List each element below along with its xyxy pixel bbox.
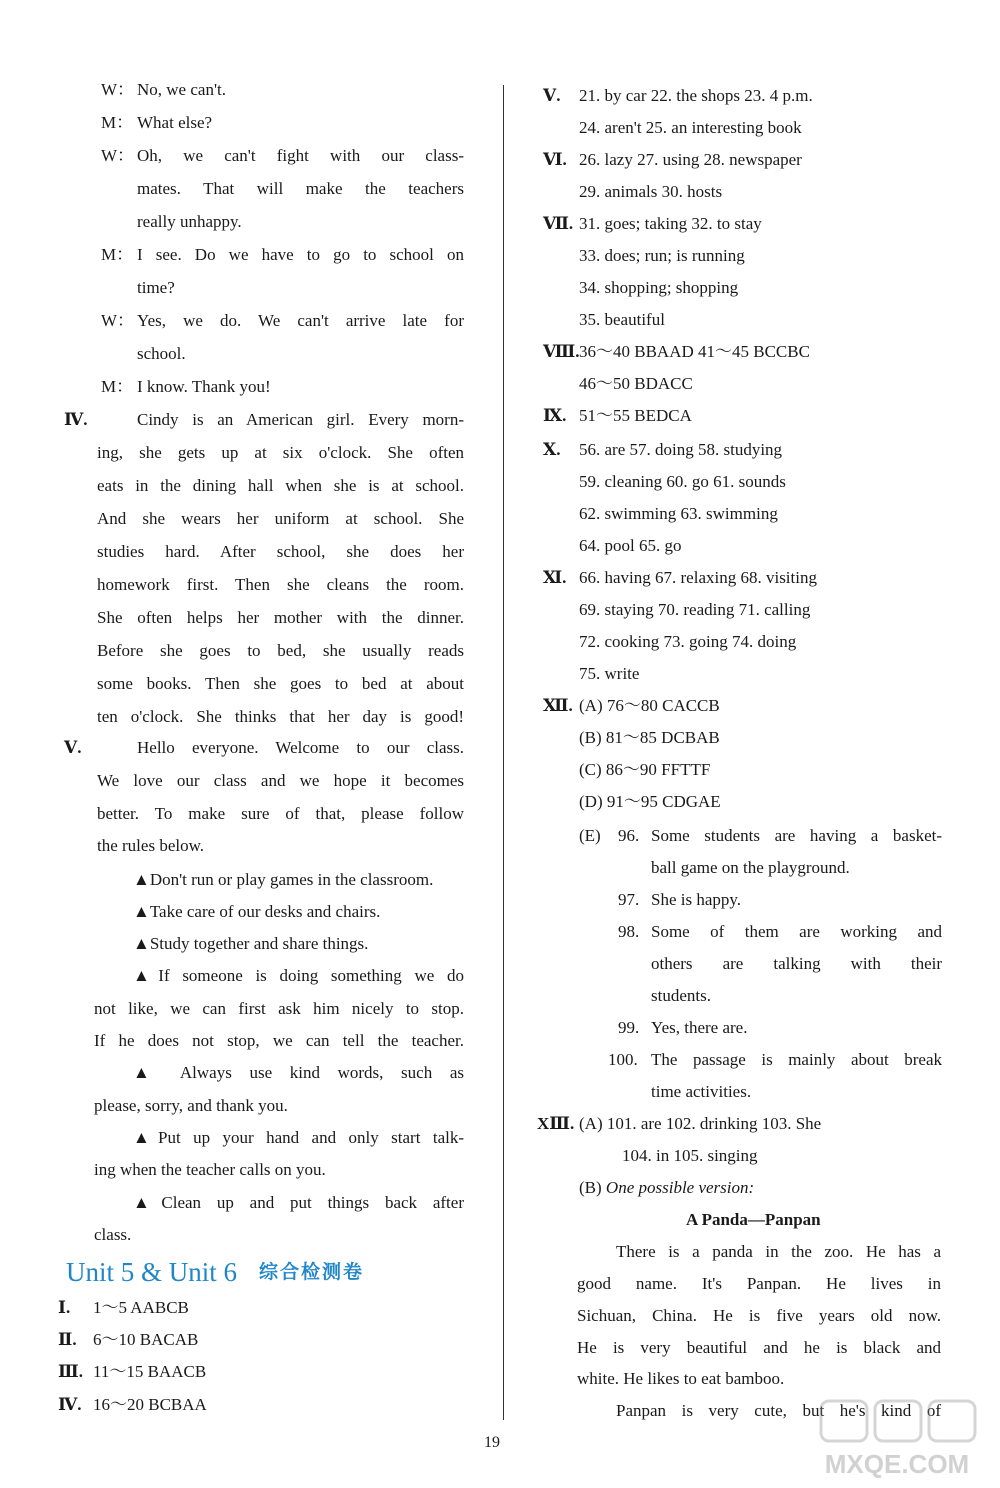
- answer-text: 1～5 AABCB: [93, 1298, 189, 1317]
- answer-text: 33. does; run; is running: [579, 246, 745, 265]
- dialogue-line: I know. Thank you!: [137, 377, 271, 396]
- answer-text: 29. animals 30. hosts: [579, 182, 723, 201]
- passage-line: She often helps her mother with the dinner.: [97, 608, 464, 627]
- essay-title: A Panda—Panpan: [686, 1210, 821, 1229]
- answer-numeral: Ⅳ.: [58, 1395, 82, 1414]
- dialogue-speaker: M：: [101, 113, 134, 132]
- item-text: Yes, there are.: [651, 1018, 748, 1037]
- part-label: (E): [579, 826, 601, 845]
- dialogue-speaker: W：: [101, 80, 135, 99]
- item-text: Some students are having a basket-: [651, 826, 942, 845]
- dialogue-line: I see. Do we have to go to school on: [137, 245, 464, 264]
- answer-text: (A) 76～80 CACCB: [579, 696, 720, 715]
- answer-numeral: Ⅰ.: [58, 1298, 71, 1317]
- answer-text: 59. cleaning 60. go 61. sounds: [579, 472, 786, 491]
- answer-text: 56. are 57. doing 58. studying: [579, 440, 783, 459]
- dialogue-speaker: W：: [101, 311, 135, 330]
- answer-text: 46～50 BDACC: [579, 374, 693, 393]
- rule-line: ▲Put up your hand and only start talk-: [133, 1128, 464, 1147]
- item-number: 96.: [618, 826, 640, 845]
- rule-line: class.: [94, 1225, 132, 1244]
- answer-text: 64. pool 65. go: [579, 536, 682, 555]
- answer-text: 21. by car 22. the shops 23. 4 p.m.: [579, 86, 813, 105]
- answer-text: (D) 91～95 CDGAE: [579, 792, 721, 811]
- dialogue-line: time?: [137, 278, 175, 297]
- answer-numeral: Ⅸ.: [543, 406, 567, 425]
- essay-line: He is very beautiful and he is black and: [577, 1338, 941, 1357]
- rule-line: ▲Don't run or play games in the classroom.: [133, 870, 434, 889]
- section-numeral: Ⅳ.: [64, 410, 88, 429]
- item-text: She is happy.: [651, 890, 742, 909]
- answer-numeral: Ⅻ.: [543, 696, 573, 715]
- answer-numeral: Ⅷ.: [543, 342, 580, 361]
- rule-line: not like, we can first ask him nicely to stop.: [94, 999, 464, 1018]
- unit-heading: [66, 1256, 364, 1288]
- rule-line: ▲If someone is doing something we do: [133, 966, 464, 985]
- answer-text: 62. swimming 63. swimming: [579, 504, 778, 523]
- rule-line: ing when the teacher calls on you.: [94, 1160, 326, 1179]
- section-numeral: Ⅴ.: [64, 738, 82, 757]
- item-text: students.: [651, 986, 711, 1005]
- passage-line: Cindy is an American girl. Every morn-: [137, 410, 464, 429]
- dialogue-speaker: W：: [101, 146, 135, 165]
- passage-line: Hello everyone. Welcome to our class.: [137, 738, 464, 757]
- answer-numeral: Ⅵ.: [543, 150, 567, 169]
- dialogue-line: really unhappy.: [137, 212, 242, 231]
- passage-line: some books. Then she goes to bed at about: [97, 674, 464, 693]
- unit-subtitle: 综合检测卷: [259, 1261, 365, 1283]
- passage-line: And she wears her uniform at school. She: [97, 509, 464, 528]
- rule-line: please, sorry, and thank you.: [94, 1096, 288, 1115]
- part-label: [579, 1178, 754, 1198]
- essay-line: white. He likes to eat bamboo.: [577, 1369, 785, 1388]
- answer-text: 26. lazy 27. using 28. newspaper: [579, 150, 802, 169]
- answer-numeral: Ⅱ.: [58, 1330, 77, 1349]
- passage-line: We love our class and we hope it becomes: [97, 771, 464, 790]
- item-text: ball game on the playground.: [651, 858, 850, 877]
- dialogue-speaker: M：: [101, 377, 134, 396]
- item-text: Some of them are working and: [651, 922, 942, 941]
- answer-text: (C) 86～90 FFTTF: [579, 760, 711, 779]
- item-text: others are talking with their: [651, 954, 942, 973]
- page-number: 19: [484, 1434, 500, 1451]
- answer-numeral: XⅢ.: [537, 1114, 575, 1133]
- answer-numeral: Ⅹ.: [543, 440, 561, 459]
- essay-line: Sichuan, China. He is five years old now.: [577, 1306, 941, 1325]
- dialogue-line: No, we can't.: [137, 80, 226, 99]
- unit-title: Unit 5 & Unit 6: [66, 1257, 238, 1287]
- answer-text: 51～55 BEDCA: [579, 406, 692, 425]
- item-number: 100.: [608, 1050, 638, 1069]
- rule-line: ▲Take care of our desks and chairs.: [133, 902, 381, 921]
- passage-line: better. To make sure of that, please follow: [97, 804, 464, 823]
- rule-line: ▲Study together and share things.: [133, 934, 369, 953]
- passage-line: Before she goes to bed, she usually reads: [97, 641, 464, 660]
- dialogue-line: school.: [137, 344, 186, 363]
- column-divider: [503, 85, 504, 1420]
- item-number: 97.: [618, 890, 640, 909]
- item-number: 98.: [618, 922, 640, 941]
- essay-line: There is a panda in the zoo. He has a: [616, 1242, 941, 1261]
- part-label-b: (B): [579, 1178, 602, 1197]
- answer-text: 31. goes; taking 32. to stay: [579, 214, 762, 233]
- answer-text: 69. staying 70. reading 71. calling: [579, 600, 811, 619]
- item-text: The passage is mainly about break: [651, 1050, 942, 1069]
- watermark-text: MXQE.COM: [824, 1449, 970, 1479]
- answer-numeral: Ⅺ.: [543, 568, 567, 587]
- dialogue-line: mates. That will make the teachers: [137, 179, 464, 198]
- answer-text: 24. aren't 25. an interesting book: [579, 118, 802, 137]
- answer-text: (A) 101. are 102. drinking 103. She: [579, 1114, 822, 1133]
- passage-line: ing, she gets up at six o'clock. She often: [97, 443, 464, 462]
- answer-numeral: Ⅶ.: [543, 214, 574, 233]
- essay-line: Panpan is very cute, but he's kind of: [616, 1401, 941, 1420]
- passage-line: eats in the dining hall when she is at school.: [97, 476, 464, 495]
- passage-line: homework first. Then she cleans the room.: [97, 575, 464, 594]
- answer-text: 66. having 67. relaxing 68. visiting: [579, 568, 817, 587]
- answer-text: 72. cooking 73. going 74. doing: [579, 632, 797, 651]
- answer-numeral: Ⅴ.: [543, 86, 561, 105]
- essay-line: good name. It's Panpan. He lives in: [577, 1274, 941, 1293]
- answer-text: 35. beautiful: [579, 310, 665, 329]
- answer-text: 6～10 BACAB: [93, 1330, 199, 1349]
- dialogue-speaker: M：: [101, 245, 134, 264]
- item-number: 99.: [618, 1018, 640, 1037]
- answer-text: 34. shopping; shopping: [579, 278, 739, 297]
- passage-line: studies hard. After school, she does her: [97, 542, 464, 561]
- passage-line: the rules below.: [97, 836, 205, 855]
- rule-line: ▲ Always use kind words, such as: [133, 1063, 464, 1082]
- rule-line: If he does not stop, we can tell the teacher.: [94, 1031, 464, 1050]
- dialogue-line: Yes, we do. We can't arrive late for: [137, 311, 464, 330]
- answer-text: (B) 81～85 DCBAB: [579, 728, 720, 747]
- passage-line: ten o'clock. She thinks that her day is good!: [97, 707, 464, 726]
- watermark-logo: [805, 1395, 990, 1483]
- rule-line: ▲Clean up and put things back after: [133, 1193, 464, 1212]
- dialogue-line: What else?: [137, 113, 213, 132]
- answer-text: 36～40 BBAAD 41～45 BCCBC: [579, 342, 810, 361]
- item-text: time activities.: [651, 1082, 752, 1101]
- answer-text: 11～15 BAACB: [93, 1362, 207, 1381]
- answer-text: 16～20 BCBAA: [93, 1395, 207, 1414]
- dialogue-line: Oh, we can't fight with our class-: [137, 146, 464, 165]
- answer-numeral: Ⅲ.: [58, 1362, 83, 1381]
- version-label: One possible version:: [605, 1178, 755, 1197]
- answer-text: 75. write: [579, 664, 640, 683]
- answer-text: 104. in 105. singing: [622, 1146, 758, 1165]
